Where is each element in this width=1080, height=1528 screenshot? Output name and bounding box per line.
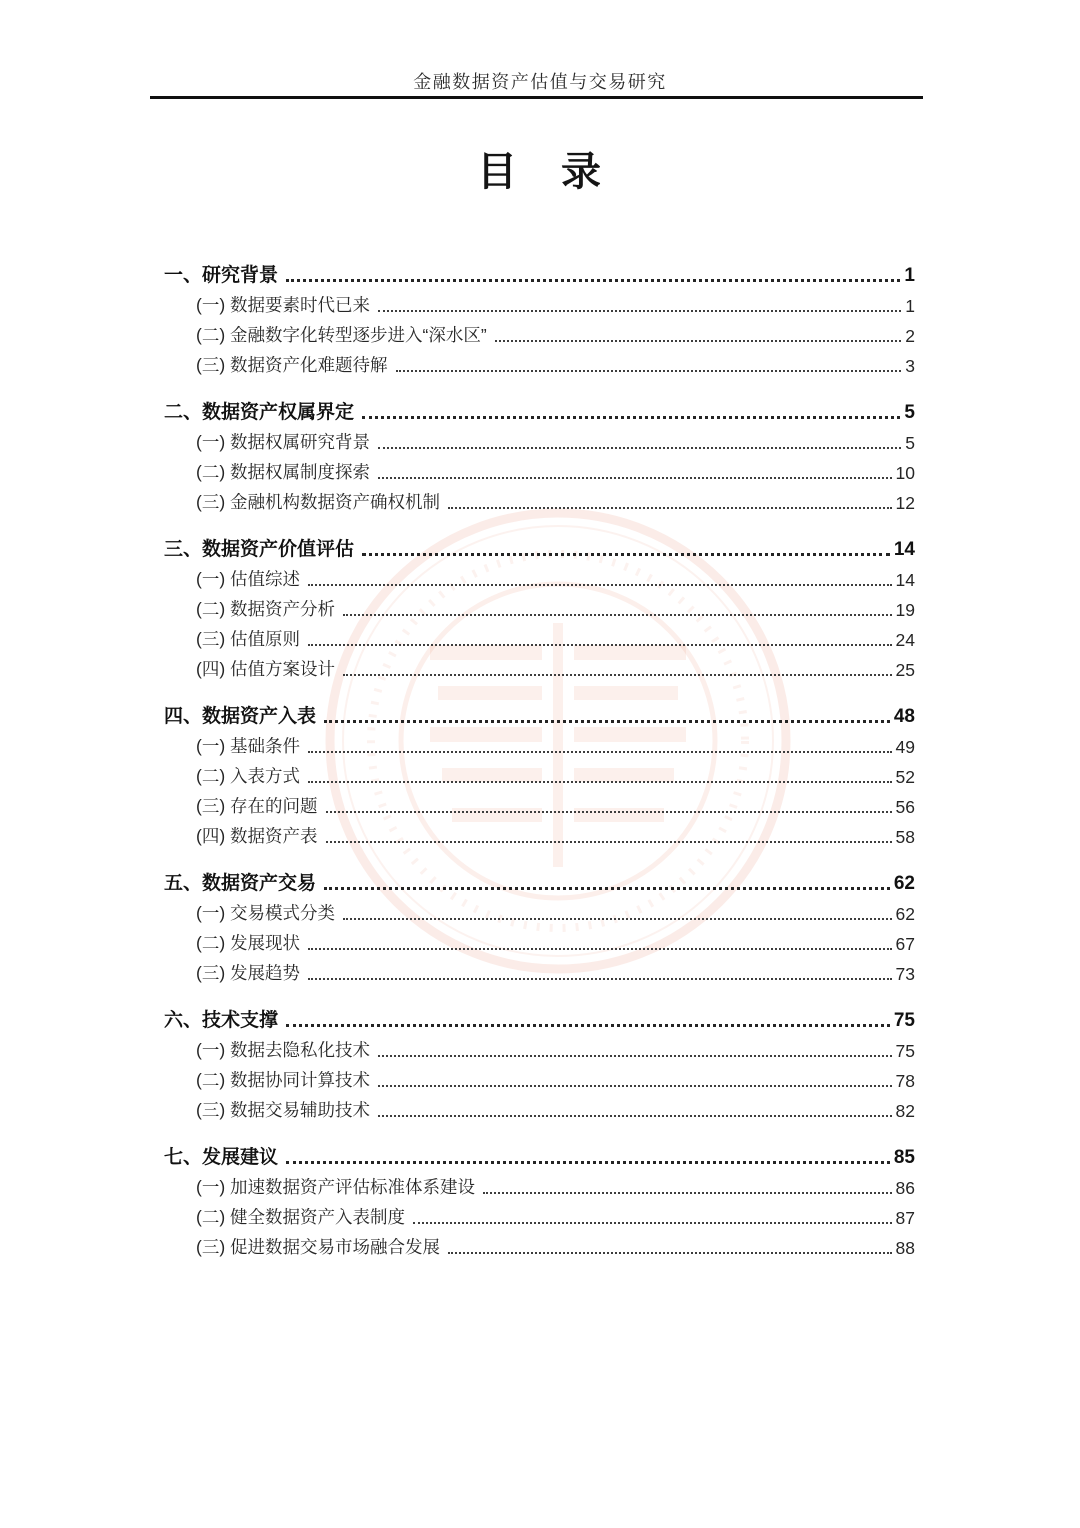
dot-leader bbox=[324, 887, 890, 890]
dot-leader bbox=[378, 310, 901, 312]
toc-entry-page-number: 87 bbox=[895, 1208, 915, 1228]
toc-entry-label: (一) 数据要素时代已来 bbox=[196, 295, 371, 315]
toc-section-row bbox=[150, 391, 915, 424]
toc-item-row bbox=[150, 621, 915, 651]
toc-entry-label: 五、数据资产交易 bbox=[164, 873, 317, 894]
toc-entry-label: (一) 交易模式分类 bbox=[196, 903, 336, 923]
dot-leader bbox=[308, 781, 892, 783]
dot-leader bbox=[324, 720, 890, 723]
toc-entry-page-number: 1 bbox=[905, 296, 915, 316]
toc-entry-page-number: 73 bbox=[895, 964, 915, 984]
toc-item-row bbox=[150, 591, 915, 621]
toc-entry-label: 三、数据资产价值评估 bbox=[164, 539, 355, 560]
toc-item-row bbox=[150, 1032, 915, 1062]
toc-entry-page-number: 88 bbox=[895, 1238, 915, 1258]
dot-leader bbox=[343, 614, 892, 616]
dot-leader bbox=[343, 918, 892, 920]
dot-leader bbox=[495, 340, 902, 342]
toc-entry-page-number: 48 bbox=[893, 706, 915, 727]
dot-leader bbox=[378, 1085, 892, 1087]
toc-entry-label: (三) 促进数据交易市场融合发展 bbox=[196, 1237, 441, 1257]
dot-leader bbox=[286, 1024, 890, 1027]
toc-section-row bbox=[150, 528, 915, 561]
toc-entry-page-number: 52 bbox=[895, 767, 915, 787]
toc-entry-page-number: 49 bbox=[895, 737, 915, 757]
toc-entry-label: 七、发展建议 bbox=[164, 1147, 279, 1168]
dot-leader bbox=[308, 751, 892, 753]
toc-entry-page-number: 25 bbox=[895, 660, 915, 680]
toc-entry-label: (二) 数据资产分析 bbox=[196, 599, 336, 619]
toc-entry-label: (一) 估值综述 bbox=[196, 569, 301, 589]
toc-item-row bbox=[150, 728, 915, 758]
dot-leader bbox=[308, 584, 892, 586]
toc-title: 目 录 bbox=[477, 150, 603, 194]
toc-item-row bbox=[150, 347, 915, 377]
dot-leader bbox=[483, 1192, 892, 1194]
dot-leader bbox=[343, 674, 892, 676]
toc-section-row bbox=[150, 999, 915, 1032]
dot-leader bbox=[378, 447, 901, 449]
dot-leader bbox=[448, 1252, 892, 1254]
toc-entry-label: (二) 发展现状 bbox=[196, 933, 301, 953]
dot-leader bbox=[378, 1115, 892, 1117]
toc-entry-page-number: 67 bbox=[895, 934, 915, 954]
toc-item-row bbox=[150, 317, 915, 347]
toc-item-row bbox=[150, 1199, 915, 1229]
toc-entry-label: (三) 估值原则 bbox=[196, 629, 301, 649]
toc-section-row bbox=[150, 862, 915, 895]
dot-leader bbox=[308, 978, 892, 980]
toc-entry-page-number: 82 bbox=[895, 1101, 915, 1121]
toc-entry-page-number: 3 bbox=[905, 356, 915, 376]
toc-entry-label: (四) 数据资产表 bbox=[196, 826, 318, 846]
toc-entry-label: (二) 金融数字化转型逐步进入“深水区” bbox=[196, 325, 487, 345]
dot-leader bbox=[326, 841, 892, 843]
toc-entry-page-number: 19 bbox=[895, 600, 915, 620]
toc-entry-label: 四、数据资产入表 bbox=[164, 706, 317, 727]
dot-leader bbox=[378, 477, 892, 479]
dot-leader bbox=[326, 811, 892, 813]
toc-section-row bbox=[150, 695, 915, 728]
toc-entry-label: (二) 入表方式 bbox=[196, 766, 301, 786]
toc-entry-label: (一) 数据权属研究背景 bbox=[196, 432, 371, 452]
toc-entry-page-number: 62 bbox=[893, 873, 915, 894]
toc-entry-label: (三) 发展趋势 bbox=[196, 963, 301, 983]
toc-entry-page-number: 1 bbox=[904, 265, 915, 286]
toc-entry-page-number: 85 bbox=[893, 1147, 915, 1168]
toc-item-row bbox=[150, 925, 915, 955]
toc-item-row bbox=[150, 651, 915, 681]
toc-entry-page-number: 2 bbox=[905, 326, 915, 346]
dot-leader bbox=[362, 416, 900, 419]
toc-entry-label: (四) 估值方案设计 bbox=[196, 659, 336, 679]
page-header-title: 金融数据资产估值与交易研究 bbox=[413, 72, 667, 92]
toc-entry-page-number: 5 bbox=[905, 433, 915, 453]
toc-entry-page-number: 56 bbox=[895, 797, 915, 817]
toc-entry-label: (三) 存在的问题 bbox=[196, 796, 318, 816]
toc-entry-page-number: 12 bbox=[895, 493, 915, 513]
toc-entry-label: (二) 健全数据资产入表制度 bbox=[196, 1207, 406, 1227]
toc-entry-page-number: 75 bbox=[893, 1010, 915, 1031]
toc-entry-label: (三) 数据资产化难题待解 bbox=[196, 355, 388, 375]
toc-item-row bbox=[150, 758, 915, 788]
toc-item-row bbox=[150, 424, 915, 454]
toc-item-row bbox=[150, 1229, 915, 1259]
toc-entry-label: (二) 数据权属制度探索 bbox=[196, 462, 371, 482]
toc-entry-page-number: 75 bbox=[895, 1041, 915, 1061]
dot-leader bbox=[378, 1055, 892, 1057]
toc-item-row bbox=[150, 955, 915, 985]
toc-entry-label: (三) 数据交易辅助技术 bbox=[196, 1100, 371, 1120]
toc-entry-page-number: 86 bbox=[895, 1178, 915, 1198]
toc-item-row bbox=[150, 1092, 915, 1122]
toc-section-row bbox=[150, 1136, 915, 1169]
toc-entry-page-number: 58 bbox=[895, 827, 915, 847]
toc-list bbox=[150, 240, 915, 1259]
toc-item-row bbox=[150, 788, 915, 818]
dot-leader bbox=[286, 1161, 890, 1164]
dot-leader bbox=[308, 948, 892, 950]
dot-leader bbox=[396, 370, 902, 372]
toc-entry-page-number: 78 bbox=[895, 1071, 915, 1091]
toc-entry-label: (一) 加速数据资产评估标准体系建设 bbox=[196, 1177, 476, 1197]
dot-leader bbox=[308, 644, 892, 646]
dot-leader bbox=[413, 1222, 892, 1224]
toc-item-row bbox=[150, 484, 915, 514]
toc-item-row bbox=[150, 561, 915, 591]
toc-entry-label: (一) 数据去隐私化技术 bbox=[196, 1040, 371, 1060]
toc-entry-label: 六、技术支撑 bbox=[164, 1010, 279, 1031]
header-divider bbox=[150, 96, 923, 99]
toc-entry-page-number: 14 bbox=[895, 570, 915, 590]
toc-entry-label: (三) 金融机构数据资产确权机制 bbox=[196, 492, 441, 512]
dot-leader bbox=[286, 279, 900, 282]
toc-entry-page-number: 10 bbox=[895, 463, 915, 483]
toc-entry-page-number: 14 bbox=[893, 539, 915, 560]
dot-leader bbox=[448, 507, 892, 509]
toc-item-row bbox=[150, 818, 915, 848]
toc-entry-page-number: 24 bbox=[895, 630, 915, 650]
toc-entry-label: 二、数据资产权属界定 bbox=[164, 402, 355, 423]
toc-entry-page-number: 5 bbox=[904, 402, 915, 423]
toc-item-row bbox=[150, 1062, 915, 1092]
toc-item-row bbox=[150, 454, 915, 484]
toc-item-row bbox=[150, 895, 915, 925]
dot-leader bbox=[362, 553, 890, 556]
toc-entry-label: (一) 基础条件 bbox=[196, 736, 301, 756]
toc-entry-label: 一、研究背景 bbox=[164, 265, 279, 286]
toc-entry-label: (二) 数据协同计算技术 bbox=[196, 1070, 371, 1090]
toc-item-row bbox=[150, 287, 915, 317]
toc-entry-page-number: 62 bbox=[895, 904, 915, 924]
toc-item-row bbox=[150, 1169, 915, 1199]
toc-section-row bbox=[150, 254, 915, 287]
